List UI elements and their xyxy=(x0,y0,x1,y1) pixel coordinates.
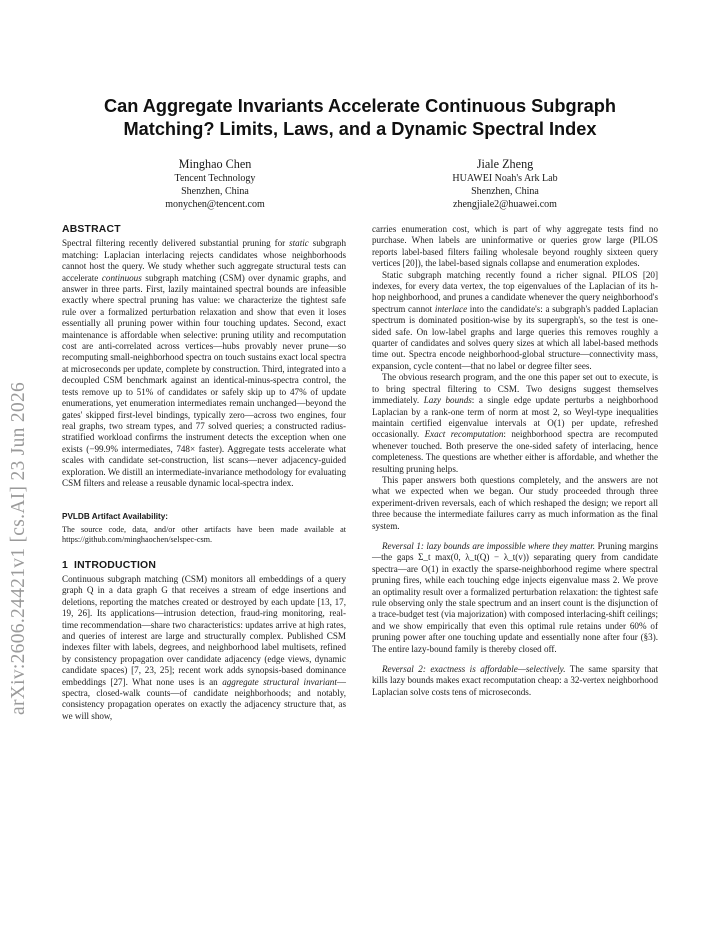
author-affiliation: Tencent Technology xyxy=(174,173,256,184)
reversal-1-paragraph xyxy=(372,541,658,655)
paper-title xyxy=(60,95,660,141)
left-column xyxy=(62,224,346,722)
paragraph-text: into the candidate's: a subgraph's padded Laplacian spectrum is dominated position-wise by its supergraph's, so the test is one-sided safe. On low-label graphs and large queries this removes roughly a quarter of candidates and solves query sizes at which all label-based methods time out. Spectra encode neighborhood-global structure—connectivity mass, expansion, cycle content—that no label or degree filter sees. xyxy=(372,303,658,371)
paragraph-emphasis: Exact recomputation xyxy=(424,429,504,440)
right-column xyxy=(372,224,658,698)
author-name: Minghao Chen xyxy=(178,157,252,171)
answers-paragraph: This paper answers both questions completely, and the answers are not what we expected when we began. Our study proceeded through three experiment-driven reversals, each of which reshaped the design; we report all three because the intermediate failures carry as much information as the final system. xyxy=(372,474,658,531)
paragraph-text: Static subgraph matching recently found a richer signal. PILOS [20] indexes, for every data vertex, the top eigenvalues of the Laplacian of its h-hop neighborhood, and prunes a candidate whenever the query neighborhood's spectrum cannot xyxy=(372,269,658,314)
author-location: Shenzhen, China xyxy=(181,186,249,197)
intro-continuation-paragraph: carries enumeration cost, which is part of why aggregate tests find no purchase. When labels are uninformative or queries grow large (PILOS reports label-based filters failing wholesale beyond roughly sixteen query vertices [20]), the label-based signals collapse and enumeration explodes. xyxy=(372,224,658,269)
abstract-paragraph xyxy=(62,238,346,489)
intro-text: Continuous subgraph matching (CSM) monitors all embeddings of a query graph Q in a data graph G that receives a stream of edge insertions and deletions, reporting the matches created or destroyed by each update [13, 17, 19, 26]. Its applications—intrusion detection, fraud-ring monitoring, real-time recommendation—share two characteristics: updates arrive at high rates, and queries of interest are large and structurally complex. Published CSM indexes filter with labels, degrees, and neighborhood label multisets, refined by consistency propagation over candidate adjacency (edge views, dynamic candidate spaces) [7, 23, 25]; recent work adds synopsis-based dominance embeddings [27]. What none uses is an xyxy=(62,573,346,687)
paragraph-text: The obvious research program, and the one this paper set out to execute, is to bring spectral filtering to CSM. Two designs suggest themselves immediately. xyxy=(372,372,658,406)
abstract-emphasis: continuous xyxy=(101,272,142,283)
intro-emphasis: aggregate structural invariant xyxy=(222,676,337,687)
author-affiliation: HUAWEI Noah's Ark Lab xyxy=(452,173,558,184)
title-line-2: Matching? Limits, Laws, and a Dynamic Spectral Index xyxy=(123,119,597,139)
abstract-text: Spectral filtering recently delivered substantial pruning for xyxy=(62,238,290,249)
paragraph-emphasis: interlace xyxy=(434,303,468,314)
abstract-text: subgraph matching: Laplacian interlacing rejects candidates whose neighborhoods cannot host the query. We study whether such aggregate structural tests can accelerate xyxy=(62,238,346,283)
intro-paragraph xyxy=(62,574,346,722)
intro-text: —spectra, closed-walk counts—of candidate neighborhoods; and notably, consistency propagation operates on exactly the adjacency structure that, as we will show, xyxy=(62,676,346,721)
abstract-heading: ABSTRACT xyxy=(62,224,121,235)
abstract-emphasis: static xyxy=(289,238,309,249)
section-number: 1 xyxy=(62,559,68,571)
static-matching-paragraph xyxy=(372,270,658,373)
arxiv-identifier-stamp: arXiv:2606.24421v1 [cs.AI] 23 Jun 2026 xyxy=(8,381,29,715)
artifact-heading: PVLDB Artifact Availability: xyxy=(62,512,169,522)
abstract-text: subgraph matching (CSM) over dynamic graphs, and answer in three parts. First, lazily maintained spectral bounds are infeasible exactly where spectral pruning has value: we characterize the tightest safe rule over a formalized perturbation relaxation and show that even it loses essentially all pruning power within four touching updates. Second, exact maintenance is affordable when selective: pruning utility and recomputation cost are anti-correlated across vertices—hubs provably never prune—so recomputing small-neighborhood spectra on touch sustains exact local spectra at microseconds per update, complete by construction. Third, integrated into a decoupled CSM benchmark against an identical-minus-spectra control, the tests remove up to 51% of candidates or safely skip up to 47% of update enumerations, yet enumeration intermediates remain unchanged—beyond the gates' skipped first-level bindings, typically zero—across two engines, four real graphs, two stream types, and 77 solved queries; a constructed radius-stratified workload confirms the instrument detects the exception when one exists (−99.9% intermediates, 748× faster). Aggregate tests accelerate what scales with candidate set-construction, list scans—never adjacency-guided exploration. We distill an intermediate-invariance methodology for evaluating CSM filters and release a reusable dynamic local-spectra index. xyxy=(62,272,346,488)
reversal-2-lead: Reversal 2: exactness is affordable—selectively. xyxy=(382,664,566,675)
paragraph-emphasis: Lazy bounds xyxy=(423,395,472,406)
author-email[interactable]: zhengjiale2@huawei.com xyxy=(453,199,557,210)
artifact-body: The source code, data, and/or other artifacts have been made available at https://github.com/minghaochen/selspec-csm. xyxy=(62,524,346,545)
paragraph-text: : a single edge update perturbs a neighborhood Laplacian by a rank-one term of norm at most 2, so Weyl-type inequalities maintain certified eigenvalue intervals at O(1) per update, refreshed occasionally. xyxy=(372,395,658,440)
author-location: Shenzhen, China xyxy=(471,186,539,197)
title-line-1: Can Aggregate Invariants Accelerate Continuous Subgraph xyxy=(103,96,617,116)
research-program-paragraph xyxy=(372,372,658,475)
author-email[interactable]: monychen@tencent.com xyxy=(165,199,265,210)
paragraph-text: The same sparsity that kills lazy bounds makes exact recomputation cheap: a 32-vertex neighborhood Laplacian solve costs tens of microseconds. xyxy=(372,664,658,697)
author-block-2 xyxy=(375,156,635,211)
author-block-1 xyxy=(85,156,345,211)
reversal-1-lead: Reversal 1: lazy bounds are impossible where they matter. xyxy=(382,540,596,551)
introduction-heading xyxy=(62,560,346,571)
author-name: Jiale Zheng xyxy=(476,157,534,171)
reversal-2-paragraph xyxy=(372,664,658,698)
section-title: INTRODUCTION xyxy=(73,559,157,571)
paragraph-text: Pruning margins—the gaps Σ_t max(0, λ_t(Q) − λ_t(v)) separating query from candidate spectra—are O(1) in exactly the sparse-neighborhood regime where spectral pruning fires, while each touching edge injects eigenvalue mass 2. We prove an optimality result over a formalized perturbation relaxation: the tightest safe rule observing only the stale spectrum and an insert count is the disjunction of a trace-budget test (via majorization) with composed interlacing-shift ceilings; and we show empirically that even this optimal rule retains under 60% of pruning power after one touching update and essentially none after four (§3). The entire lazy-bound family is thereby closed off. xyxy=(372,540,658,654)
paragraph-text: : neighborhood spectra are recomputed whenever touched. Both preserve the one-sided safety of interlacing, hence completeness. The questions are whether either is affordable, and whether the resulting pruning helps. xyxy=(372,429,658,474)
